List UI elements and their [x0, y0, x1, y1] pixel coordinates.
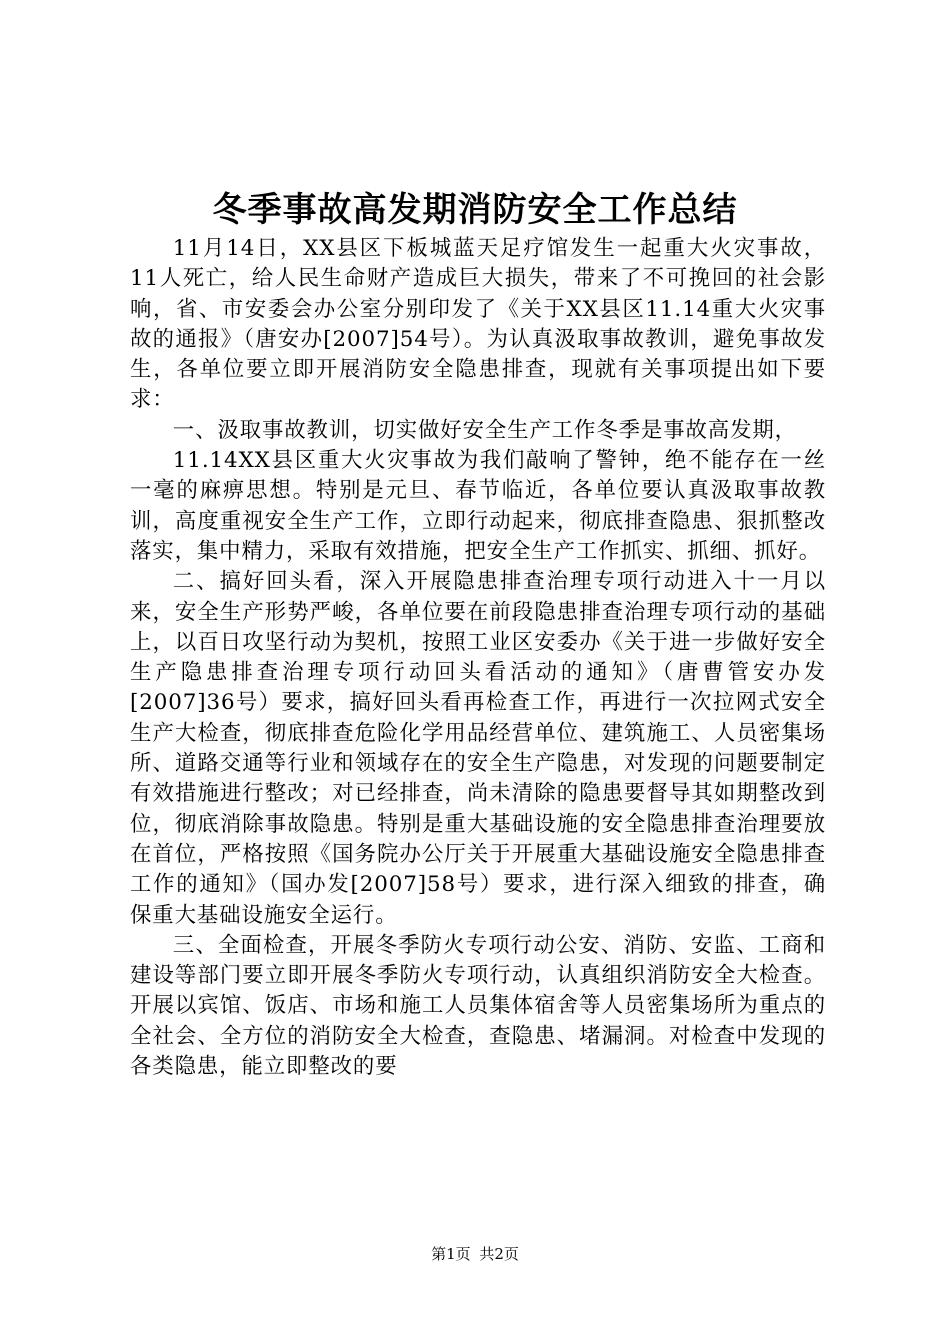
- paragraph: 11.14XX县区重大火灾事故为我们敲响了警钟，绝不能存在一丝一毫的麻痹思想。特别是元旦、春节临近，各单位要认真汲取事故教训，高度重视安全生产工作，立即行动起来，彻底排查隐患、狠抓整改落实，集中精力，采取有效措施，把安全生产工作抓实、抓细、抓好。: [130, 448, 826, 564]
- page-footer: [0, 1244, 950, 1264]
- paragraph: 一、汲取事故教训，切实做好安全生产工作冬季是事故高发期，: [172, 417, 797, 443]
- document-title: 冬季事故高发期消防安全工作总结: [212, 190, 738, 230]
- paragraph: 三、全面检查，开展冬季防火专项行动公安、消防、安监、工商和建设等部门要立即开展冬季防火专项行动，认真组织消防安全大检查。开展以宾馆、饭店、市场和施工人员集体宿舍等人员密集场所为重点的全社会、全方位的消防安全大检查，查隐患、堵漏洞。对检查中发现的各类隐患，能立即整改的要: [130, 932, 826, 1080]
- document-body: [130, 234, 826, 1082]
- page-number: 第1页: [431, 1245, 471, 1263]
- page-total: 共2页: [479, 1245, 519, 1263]
- paragraph: 11月14日，XX县区下板城蓝天足疗馆发生一起重大火灾事故，11人死亡，给人民生命财产造成巨大损失，带来了不可挽回的社会影响，省、市安委会办公室分别印发了《关于XX县区11.14重大火灾事故的通报》（唐安办[2007]54号）。为认真汲取事故教训，避免事故发生，各单位要立即开展消防安全隐患排查，现就有关事项提出如下要求：: [130, 236, 826, 413]
- paragraph: 二、搞好回头看，深入开展隐患排查治理专项行动进入十一月以来，安全生产形势严峻，各单位要在前段隐患排查治理专项行动的基础上，以百日攻坚行动为契机，按照工业区安委办《关于进一步做好安全生产隐患排查治理专项行动回头看活动的通知》（唐曹管安办发[2007]36号）要求，搞好回头看再检查工作，再进行一次拉网式安全生产大检查，彻底排查危险化学用品经营单位、建筑施工、人员密集场所、道路交通等行业和领域存在的安全生产隐患，对发现的问题要制定有效措施进行整改；对已经排查，尚未清除的隐患要督导其如期整改到位，彻底消除事故隐患。特别是重大基础设施的安全隐患排查治理要放在首位，严格按照《国务院办公厅关于开展重大基础设施安全隐患排查工作的通知》（国办发[2007]58号）要求，进行深入细致的排查，确保重大基础设施安全运行。: [130, 569, 826, 928]
